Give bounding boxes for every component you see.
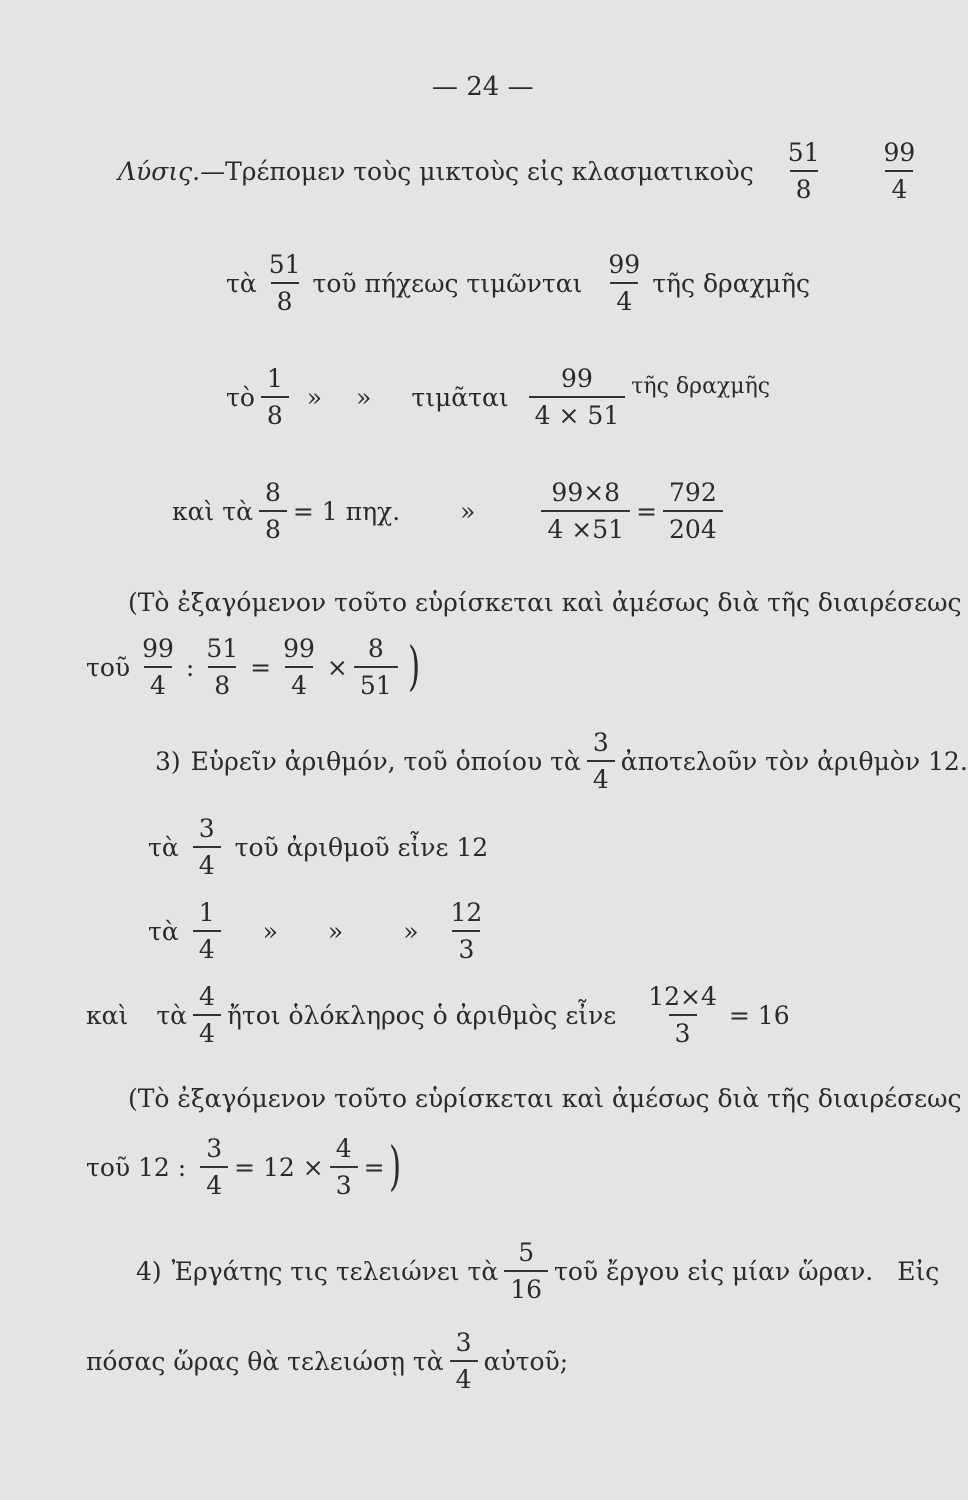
word: Ἐργάτης τις τελειώνει τὰ	[171, 1256, 499, 1286]
word: καὶ	[86, 1000, 129, 1030]
word: τιμᾶται	[411, 382, 509, 412]
equals: =	[250, 652, 272, 682]
fraction-99-4: $\frac{99}{4}$	[883, 138, 916, 204]
fraction: $\frac{99}{4}$	[142, 634, 174, 700]
problem-4	[136, 1240, 939, 1302]
fraction: $\frac{1}{8}$	[261, 366, 289, 428]
word: = 16	[728, 1000, 790, 1030]
fraction: $\frac{8}{8}$	[259, 480, 287, 542]
note-division-1: (Τὸ ἐξαγόμενον τοῦτο εὑρίσκεται καὶ ἀμέσως διὰ τῆς διαιρέσεως	[128, 588, 962, 617]
fraction: $\frac{3}{4}$	[587, 730, 615, 792]
solution-line	[118, 140, 927, 202]
word: τοῦ πήχεως τιμῶνται	[312, 268, 583, 298]
equals: =	[363, 1152, 385, 1182]
note-division-2-formula	[86, 1136, 405, 1198]
word: Εἰς	[897, 1256, 940, 1286]
word: Εὑρεῖν ἀριθμόν, τοῦ ὁποίου τὰ	[190, 746, 581, 776]
fraction-51-8: $\frac{51}{8}$	[787, 138, 820, 204]
closing-paren: )	[388, 1137, 401, 1197]
note-division-2: (Τὸ ἐξαγόμενον τοῦτο εὑρίσκεται καὶ ἀμέσως διὰ τῆς διαιρέσεως	[128, 1084, 962, 1113]
fraction: $\frac{8}{51}$	[354, 636, 398, 698]
equals: =	[636, 496, 658, 526]
word: = 1 πηχ.	[292, 496, 401, 526]
fraction: $\frac{3}{4}$	[450, 1330, 478, 1392]
word: ἤτοι ὁλόκληρος ὁ ἀριθμὸς εἶνε	[226, 1000, 617, 1030]
problem-number: 4)	[136, 1256, 162, 1286]
fraction: $\frac{4}{3}$	[330, 1136, 358, 1198]
ditto-mark: »	[262, 916, 278, 946]
page-number: — 24 —	[432, 72, 534, 102]
fraction: $\frac{4}{4}$	[193, 984, 221, 1046]
times: ×	[326, 652, 348, 682]
closing-paren: )	[407, 637, 420, 697]
solution-label: Λύσις.	[118, 156, 201, 186]
fraction: $\frac{3}{4}$	[200, 1136, 228, 1198]
word: τῆς δραχμῆς	[631, 374, 771, 399]
note-division-1-formula	[86, 636, 424, 698]
word: τὸ	[226, 382, 255, 412]
word: τὰ	[148, 916, 179, 946]
fraction: $\frac{51}{8}$	[206, 634, 239, 700]
word: τῆς δραχμῆς	[652, 268, 810, 298]
fraction: $\frac{99}{4}$	[608, 250, 641, 316]
word: τὰ	[156, 1000, 188, 1030]
fraction: $\frac{12\times 4}{3}$	[648, 982, 717, 1048]
fraction: $\frac{12}{3}$	[450, 898, 483, 964]
word: = 12 ×	[234, 1152, 324, 1182]
fraction: $\frac{792}{204}$	[663, 480, 723, 542]
ditto-mark: »	[356, 382, 372, 412]
ditto-mark: »	[460, 496, 476, 526]
word: καὶ τὰ	[172, 496, 253, 526]
colon: :	[185, 652, 195, 682]
line-three-quarters	[148, 816, 488, 878]
problem-number: 3)	[155, 746, 181, 776]
word: τοῦ 12 :	[86, 1152, 187, 1182]
word: τοῦ	[86, 652, 131, 682]
fraction: $\frac{1}{4}$	[193, 900, 221, 962]
word: τοῦ ἔργου εἰς μίαν ὥραν.	[554, 1256, 874, 1286]
word: αὐτοῦ;	[483, 1346, 569, 1376]
line-whole-number	[86, 984, 790, 1046]
fraction: $\frac{99}{4}$	[283, 634, 315, 700]
fraction: $\frac{3}{4}$	[193, 816, 221, 878]
ditto-mark: »	[327, 916, 344, 946]
fraction: $\frac{5}{16}$	[504, 1240, 548, 1302]
ditto-mark: »	[403, 916, 419, 946]
word: πόσας ὥρας θὰ τελειώσῃ τὰ	[86, 1346, 444, 1376]
word: τὰ	[226, 268, 257, 298]
word: ἀποτελοῦν τὸν ἀριθμὸν 12.	[620, 746, 968, 776]
word: τὰ	[148, 832, 179, 862]
fraction: $\frac{51}{8}$	[268, 250, 301, 316]
line-one-eighth	[226, 366, 770, 428]
line-eight-eighths	[172, 480, 729, 542]
line-price-per-cubit	[226, 252, 810, 314]
problem-4-line-2	[86, 1330, 568, 1392]
ditto-mark: »	[306, 382, 323, 412]
solution-text: —Τρέπομεν τοὺς μικτοὺς εἰς κλασματικοὺς	[200, 156, 754, 186]
problem-3	[155, 730, 968, 792]
line-one-quarter	[148, 900, 494, 962]
word: τοῦ ἀριθμοῦ εἶνε 12	[234, 832, 489, 862]
fraction: $\frac{99\times 8}{4 \times 51}$	[541, 480, 630, 542]
fraction: $\frac{99}{4 \times 51}$	[529, 366, 626, 428]
